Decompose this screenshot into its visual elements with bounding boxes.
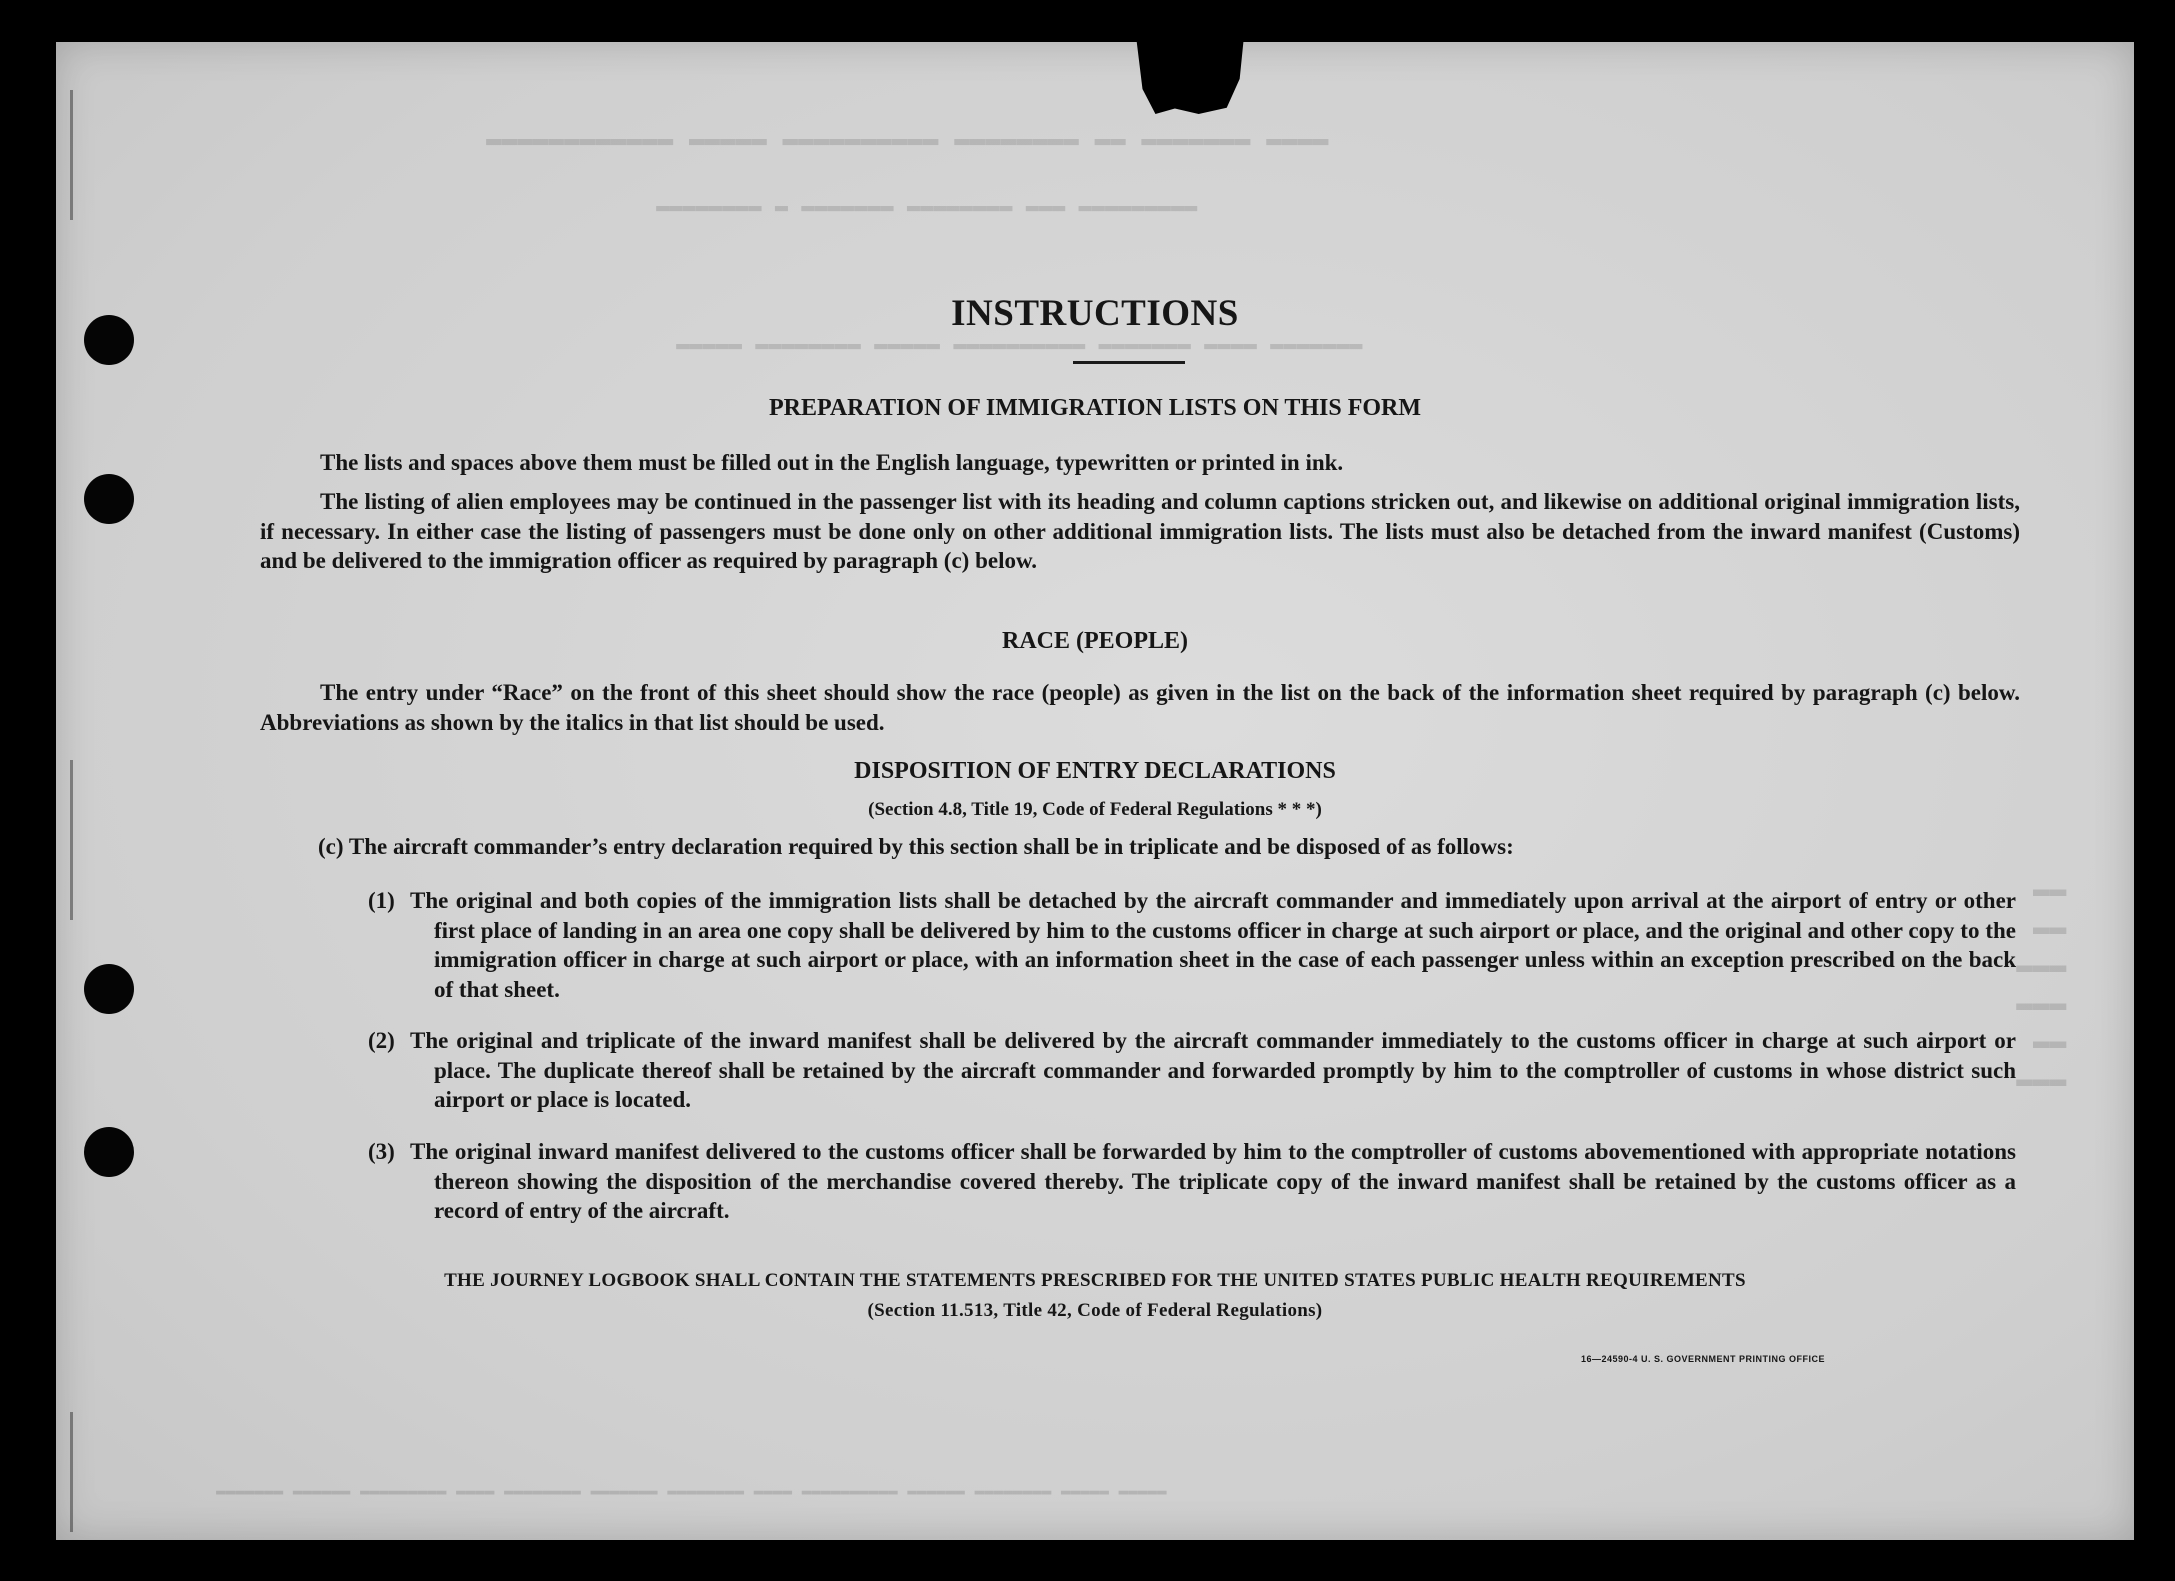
section-subheading-disposition: (Section 4.8, Title 19, Code of Federal Regulations * * *) (868, 799, 1322, 820)
margin-mark (70, 1412, 73, 1532)
page-title: INSTRUCTIONS (951, 293, 1239, 334)
punch-hole (84, 1127, 134, 1177)
section-heading-preparation: PREPARATION OF IMMIGRATION LISTS ON THIS FORM (768, 395, 1422, 421)
paragraph-alien-employees: The listing of alien employees may be continued in the passenger list with its heading and column captions stricken out, and likewise on additional original immigration lists, if necessary. In either case the listing of passengers must be done only on other additional immigration lists. The lists must also be detached from the inward manifest (Customs) and be delivered to the immigration officer as required by paragraph (c) below. (260, 489, 2020, 573)
bleed-through-texture: ▬▬▬▬ ▬▬▬▬▬▬▬ ▬▬ ▬▬▬▬▬▬▬▬ ▬▬▬▬▬▬▬▬▬▬ ▬▬▬▬▬ ▬▬▬▬▬▬▬▬▬▬▬▬ (486, 124, 1329, 154)
footer-health-requirements: THE JOURNEY LOGBOOK SHALL CONTAIN THE STATEMENTS PRESCRIBED FOR THE UNITED STATES PUBLIC HEALTH REQUIREMENTS (444, 1270, 1746, 1291)
list-item (368, 1026, 2016, 1115)
list-item-text: The original inward manifest delivered to the customs officer shall be forwarded by him to the comptroller of customs abovementioned with appropriate notations thereon showing the disposition of the merchandise covered thereby. The triplicate copy of the inward manifest shall be retained by the customs officer as a record of entry of the aircraft. (410, 1139, 2016, 1223)
document-sheet (56, 42, 2134, 1540)
title-underline (1073, 361, 1185, 364)
list-item-text: The original and triplicate of the inward manifest shall be delivered by the aircraft commander immediately to the customs officer in charge at such airport or place. The duplicate thereof shall be retained by the aircraft commander and forwarded promptly by him to the comptroller of customs in whose district such airport or place is located. (410, 1028, 2016, 1112)
torn-edge (1136, 36, 1244, 114)
bleed-through-texture: ▬▬▬▬▬ ▬▬▬▬▬ ▬▬▬▬▬▬▬▬ ▬▬▬▬▬▬ ▬▬▬▬▬▬▬▬▬▬ ▬▬▬▬ ▬▬▬▬▬▬▬▬ ▬▬▬▬▬▬▬ ▬▬▬▬▬▬▬▬ ▬▬▬▬ ▬▬▬▬▬▬▬▬▬ ▬▬▬▬▬▬ ▬▬▬▬▬▬▬ (216, 1482, 1167, 1500)
margin-mark (70, 90, 73, 220)
punch-hole (84, 964, 134, 1014)
list-item-text: The original and both copies of the immigration lists shall be detached by the aircraft commander and immediately upon arrival at the airport of entry or other first place of landing in an area one copy shall be delivered by him to the customs officer in charge at such airport or place, and the original and other copy to the immigration officer in charge at such airport or place, with an information sheet in the case of each passenger unless within an exception prescribed on the back of that sheet. (410, 888, 2016, 1002)
printer-imprint: 16—24590-4 U. S. GOVERNMENT PRINTING OFFICE (1581, 1354, 1826, 1364)
bleed-through-texture: ▬▬▬▬▬▬▬▬▬ ▬▬▬ ▬▬▬▬▬▬▬▬ ▬▬▬▬▬▬▬ ▬ ▬▬▬▬▬▬▬▬ (656, 194, 1198, 219)
paragraph-disposition-intro: (c) The aircraft commander’s entry declaration required by this section shall be in triplicate and be disposed of as follows: (318, 834, 1514, 859)
punch-hole (84, 474, 134, 524)
paragraph-race: The entry under “Race” on the front of this sheet should show the race (people) as given in the list on the back of the information sheet required by paragraph (c) below. Abbreviations as shown by the italics in that list should be used. (260, 680, 2020, 735)
list-item-number: (2) (368, 1028, 395, 1053)
section-heading-race: RACE (PEOPLE) (1002, 628, 1188, 654)
list-item-number: (1) (368, 888, 395, 913)
list-item (368, 886, 2016, 1004)
paragraph-language: The lists and spaces above them must be filled out in the English language, typewritten or printed in ink. (320, 450, 1344, 475)
list-item (368, 1137, 2016, 1226)
footer-regulation-citation: (Section 11.513, Title 42, Code of Federal Regulations) (867, 1300, 1323, 1321)
bleed-through-texture: ▬▬▬▬▬▬▬ ▬▬▬▬ ▬▬▬▬▬▬▬ ▬▬▬▬▬▬▬▬▬▬ ▬▬▬▬▬ ▬▬▬▬▬▬▬▬ ▬▬▬▬▬ (676, 332, 1363, 357)
section-heading-disposition: DISPOSITION OF ENTRY DECLARATIONS (854, 758, 1336, 784)
bleed-through-texture: ▬▬ ▬▬ ▬▬▬ ▬▬▬ ▬▬ ▬▬▬ (2016, 875, 2067, 1096)
list-item-number: (3) (368, 1139, 395, 1164)
